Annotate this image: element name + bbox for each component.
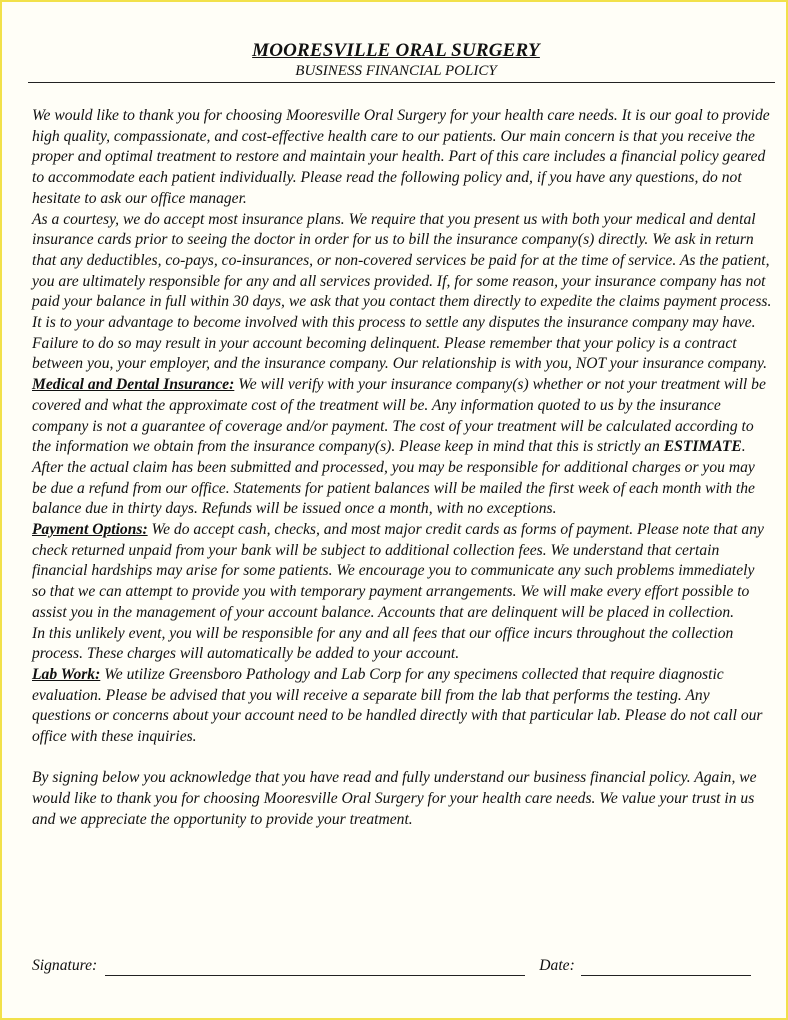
medical-dental-text-before: We will verify with your insurance company(s) whether or not your treatment will be covered and what the approximate cost of the treatment will be. Any information quoted to us by the insurance company is not a guarantee of coverage and/or payment. The cost of your treatment will be calculated according to the information we obtain from the insurance company(s). Please keep in mind that this is strictly an bbox=[32, 376, 766, 456]
payment-options-heading: Payment Options: bbox=[32, 521, 148, 539]
header-divider bbox=[28, 82, 775, 83]
lab-work-text: We utilize Greensboro Pathology and Lab Corp for any specimens collected that require diagnostic evaluation. Please be advised that you will receive a separate bill from the lab that performs the testing. Any questions or concerns about your account need to be handled directly with that particular lab. Please do not call our office with these inquiries. bbox=[32, 665, 763, 746]
estimate-emphasis: ESTIMATE bbox=[663, 438, 742, 456]
medical-dental-heading: Medical and Dental Insurance: bbox=[32, 376, 235, 394]
lab-work-heading: Lab Work: bbox=[32, 665, 101, 683]
insurance-paragraph: As a courtesy, we do accept most insurance plans. We require that you present us with both your medical and dental insurance cards prior to seeing the doctor in order for us to bill the insurance company(s) directly. We ask in return that any deductibles, co-pays, co-insurances, or non-covered services be paid for at the time of service. As the patient, you are ultimately responsible for any and all services provided. If, for some reason, your insurance company has not paid your balance in full within 30 days, we ask that you contact them directly to expedite the claims payment process. bbox=[32, 210, 772, 311]
payment-options-text: We do accept cash, checks, and most major credit cards as forms of payment. Please note that any check returned unpaid from your bank will be subject to additional collection fees. We understand that certain financial hardships may arise for some patients. We encourage you to communicate any such problems immediately so that we can attempt to provide you with temporary payment arrangements. We will make every effort possible to assist you in the management of your account balance. Accounts that are delinquent will be placed in collection. bbox=[32, 521, 764, 621]
signature-line[interactable] bbox=[105, 959, 525, 976]
medical-dental-section bbox=[32, 375, 772, 520]
date-line[interactable] bbox=[581, 959, 751, 976]
intro-paragraph: We would like to thank you for choosing Mooresville Oral Surgery for your health care needs. It is our goal to provide high quality, compassionate, and cost-effective health care to our patients. Our main concern is that you receive the proper and optimal treatment to restore and maintain your health. Part of this care includes a financial policy geared to accommodate each patient individually. Please read the following policy and, if you have any questions, do not hesitate to ask our office manager. bbox=[32, 107, 770, 207]
signature-label: Signature: bbox=[32, 957, 98, 974]
closing-paragraph: By signing below you acknowledge that you have read and fully understand our business financial policy. Again, we would like to thank you for choosing Mooresville Oral Surgery for your health care needs. We value your trust in us and we appreciate the opportunity to provide your treatment. bbox=[32, 769, 757, 828]
medical-dental-text-after: . After the actual claim has been submitted and processed, you may be responsible for additional charges or you may be due a refund from our office. Statements for patient balances will be mailed the first week of each month with the balance due in thirty days. Refunds will be issued once a month, with no exceptions. bbox=[32, 438, 755, 518]
policy-body bbox=[32, 106, 772, 831]
advantage-paragraph: It is to your advantage to become involved with this process to settle any disputes the insurance company may have. Failure to do so may result in your account becoming delinquent. Please remember that your policy is a contract between you, your employer, and the insurance company. Our relationship is with you, NOT your insurance company. bbox=[32, 314, 767, 373]
document-header bbox=[2, 40, 788, 80]
signature-row bbox=[32, 956, 772, 976]
document-title: MOORESVILLE ORAL SURGERY bbox=[252, 40, 540, 61]
collection-paragraph: In this unlikely event, you will be responsible for any and all fees that our office incurs throughout the collection process. These charges will automatically be added to your account. bbox=[32, 624, 734, 663]
document-subtitle: BUSINESS FINANCIAL POLICY bbox=[295, 63, 497, 79]
payment-options-section bbox=[32, 520, 772, 624]
date-label: Date: bbox=[539, 957, 575, 974]
lab-work-section bbox=[32, 665, 772, 748]
